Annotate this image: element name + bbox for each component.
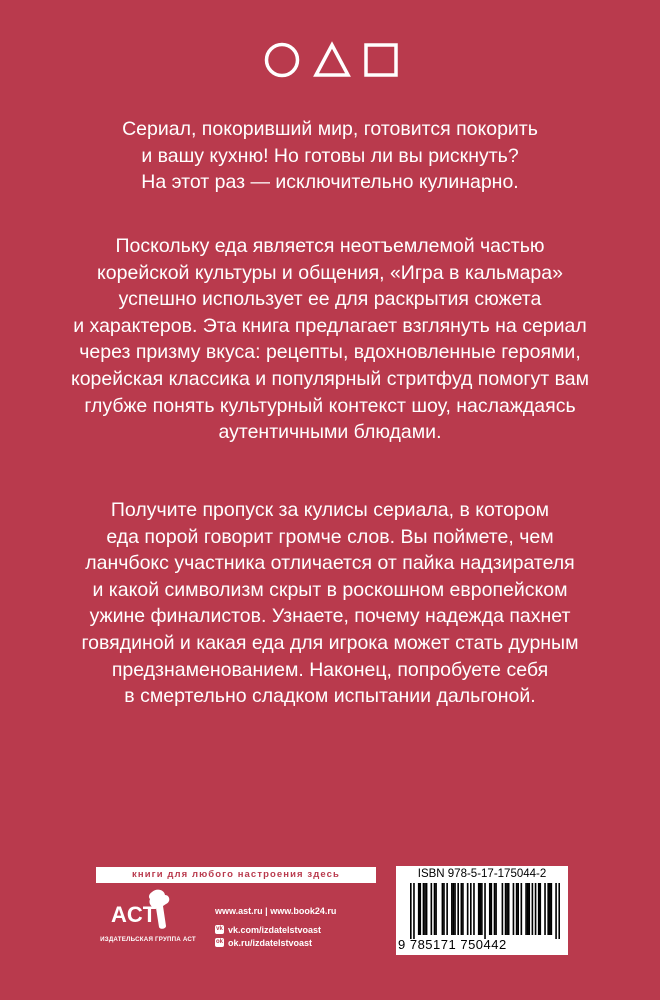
vk-icon: vk [216,926,223,932]
isbn-number: ISBN 978-5-17-175044-2 [417,868,547,880]
barcode-bar [502,883,504,935]
barcode-bar [473,883,475,935]
barcode-bar [544,883,546,935]
footer-links [215,904,336,949]
barcode-bar [413,883,415,939]
text-line: и какой символизм скрыт в роскошном европейском [92,578,568,601]
text-line: глубже понять культурный контекст шоу, наслаждаясь [84,394,576,417]
vk-link[interactable] [215,923,336,936]
barcode-bar [462,883,464,935]
barcode-icon [410,883,560,939]
barcode-bar [535,883,537,935]
circle-icon [267,45,298,76]
barcode-bar [426,883,428,935]
publisher-name: ИЗДАТЕЛЬСКАЯ ГРУППА АСТ [100,936,196,943]
text-line: ужине финалистов. Узнаете, почему надежда пахнет [89,605,571,628]
website-links[interactable]: www.ast.ru | www.book24.ru [215,905,337,916]
barcode-bar [506,883,508,935]
barcode-bar [528,883,530,935]
barcode-bar [538,883,540,935]
barcode-bar [479,883,481,935]
barcode-bar [454,883,456,935]
text-line: предзнаменованием. Наконец, попробуете себя [111,658,549,681]
barcode-bar [423,883,425,935]
ok-link[interactable] [215,936,336,949]
barcode-bar [484,883,486,939]
text-line: Получите пропуск за кулисы сериала, в котором [110,499,550,521]
text-line: ланчбокс участника отличается от пайка надзирателя [85,552,575,575]
ast-logo-icon [108,886,180,932]
text-line: и характеров. Эта книга предлагает взглянуть на сериал [73,314,587,337]
intro-text [60,116,600,196]
barcode-bar [446,883,448,935]
text-line: Сериал, покоривший мир, готовится покорить [122,118,538,140]
barcode-bar [551,883,553,935]
barcode-bar [547,883,549,935]
paragraph-2 [60,497,600,710]
barcode-bar [508,883,510,935]
vk-link-label: vk.com/izdatelstvoast [228,924,322,935]
squid-game-logo [262,40,402,80]
text-line: аутентичными блюдами. [218,421,442,444]
tagline-banner: книги для любого настроения здесь [96,867,376,883]
barcode-bar [549,883,551,935]
barcode-bar [419,883,421,935]
isbn-barcode-box [396,866,568,955]
barcode-bar [558,883,560,939]
text-line: через призму вкуса: рецепты, вдохновленные героями, [79,341,581,364]
barcode-bar [521,883,523,935]
paragraph-1 [60,233,600,446]
barcode-bar [418,883,420,935]
barcode-bar [517,883,519,935]
barcode-bar [494,883,496,935]
square-icon [366,45,396,75]
barcode-bar [516,883,518,935]
text-line: На этот раз — исключительно кулинарно. [141,171,519,194]
text-line: Поскольку еда является неотъемлемой частью [115,235,545,257]
ast-logo-text: ACT [111,902,157,927]
text-line: корейская классика и популярный стритфуд помогут вам [70,367,590,390]
barcode-bar [527,883,529,935]
barcode-bar [495,883,497,935]
text-line: корейской культуры и общения, «Игра в кальмара» [97,261,563,284]
barcode-bar [434,883,436,935]
barcode-bar [555,883,557,939]
barcode-bar [513,883,515,935]
barcode-bar [505,883,507,935]
barcode-bar [525,883,527,935]
barcode-bar [442,883,444,935]
barcode-bar [453,883,455,935]
ok-link-label: ok.ru/izdatelstvoast [228,937,313,948]
barcode-bar [410,883,412,939]
barcode-bar [451,883,453,935]
text-line: успешно использует ее для раскрытия сюжета [118,288,542,311]
barcode-bar [435,883,437,935]
barcode-bar [532,883,534,935]
barcode-bar [443,883,445,935]
text-line: и вашу кухню! Но готовы ли вы рискнуть? [141,144,519,167]
barcode-bar [539,883,541,935]
barcode-bar [470,883,472,935]
barcode-bar [461,883,463,935]
barcode-bar [467,883,469,935]
barcode-bar [491,883,493,935]
text-line: в смертельно сладком испытании дальгоной. [124,685,536,708]
barcode-bar [424,883,426,935]
barcode-bar [431,883,433,935]
barcode-bar [457,883,459,935]
barcode-bar [489,883,491,935]
text-line: говядиной и какая еда для игрока может стать дурным [81,631,579,654]
ok-icon: ok [215,939,223,945]
barcode-bar [481,883,483,935]
barcode-digits: 9 785171 750442 [398,937,507,952]
triangle-icon [316,45,348,75]
barcode-bar [478,883,480,935]
text-line: еда порой говорит громче слов. Вы поймете, чем [106,525,554,548]
